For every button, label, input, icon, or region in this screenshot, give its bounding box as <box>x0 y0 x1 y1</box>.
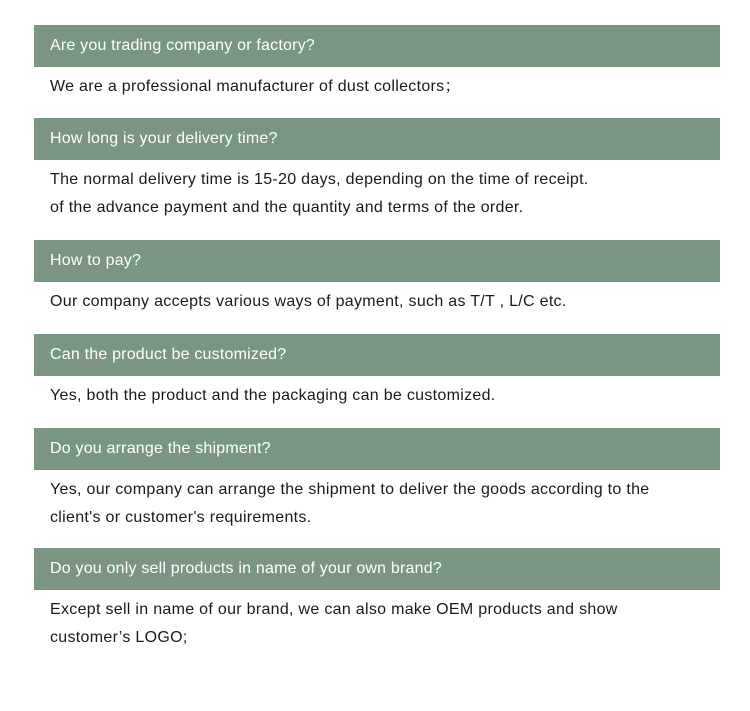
faq-item-customization <box>34 334 720 410</box>
faq-item-payment <box>34 240 720 316</box>
faq-item-shipment <box>34 428 720 532</box>
faq-question: Are you trading company or factory? <box>34 25 720 67</box>
faq-question: Do you only sell products in name of your own brand? <box>34 548 720 590</box>
faq-question: How to pay? <box>34 240 720 282</box>
faq-answer: Yes, both the product and the packaging can be customized. <box>50 387 496 404</box>
faq-answer: Except sell in name of our brand, we can also make OEM products and show customer’s LOGO; <box>50 601 618 646</box>
faq-question: Do you arrange the shipment? <box>34 428 720 470</box>
faq-item-trading-or-factory <box>34 25 720 101</box>
faq-answer: We are a professional manufacturer of dust collectors； <box>50 78 461 95</box>
faq-answer: The normal delivery time is 15-20 days, depending on the time of receipt. of the advance payment and the quantity and terms of the order. <box>50 171 589 216</box>
faq-question: How long is your delivery time? <box>34 118 720 160</box>
faq-answer: Our company accepts various ways of payment, such as T/T , L/C etc. <box>50 293 567 310</box>
faq-question: Can the product be customized? <box>34 334 720 376</box>
faq-answer: Yes, our company can arrange the shipment to deliver the goods according to the client's or customer's requirements. <box>50 481 650 526</box>
faq-item-delivery-time <box>34 118 720 222</box>
faq-item-own-brand <box>34 548 720 652</box>
